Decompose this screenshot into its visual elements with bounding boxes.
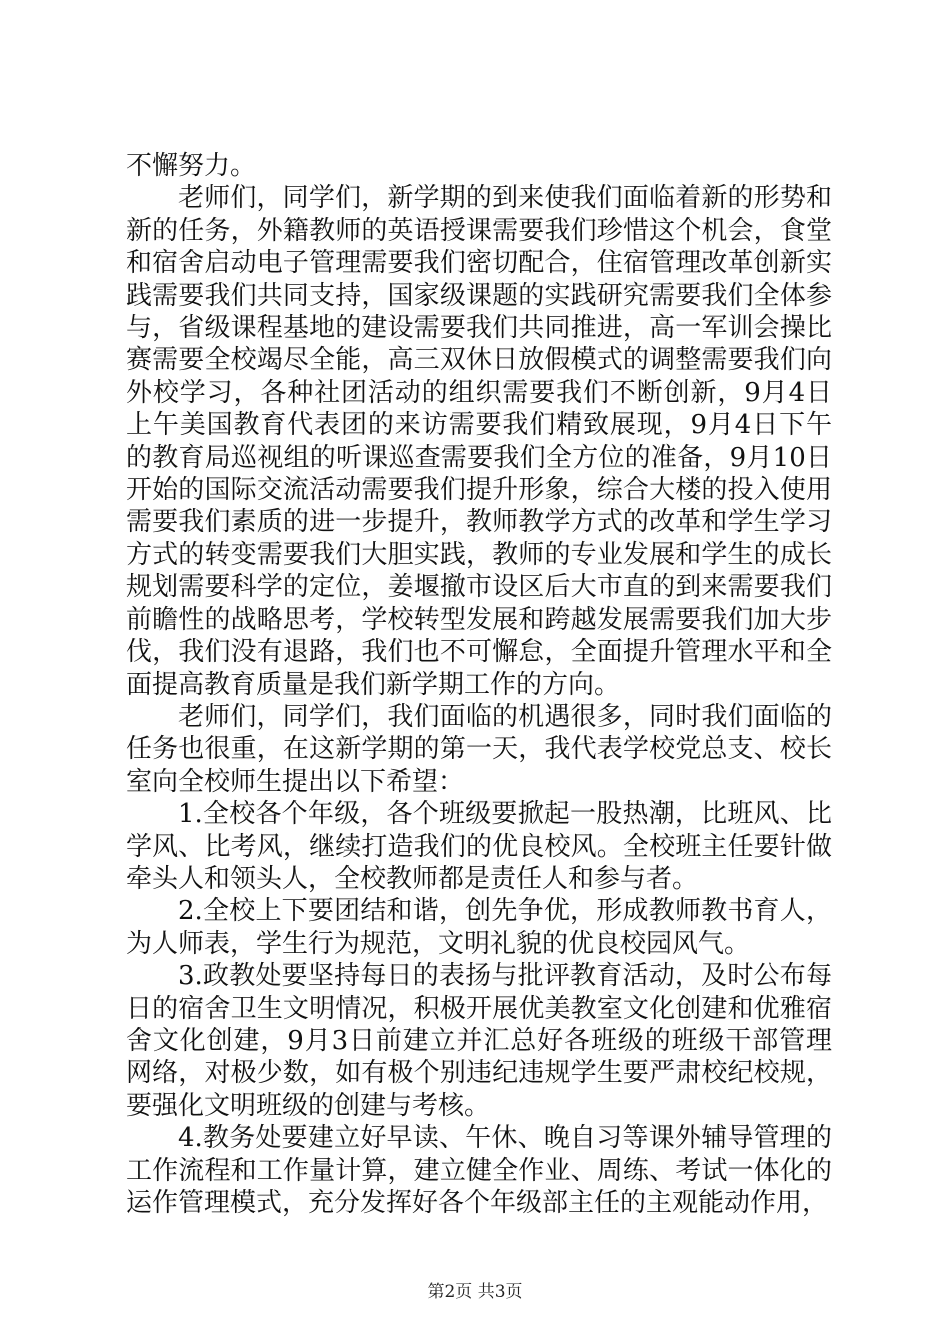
document-body: [126, 150, 832, 1219]
paragraph-continuation: 不懈努力。: [126, 151, 257, 181]
paragraph-new-semester-tasks: 老师们，同学们，新学期的到来使我们面临着新的形势和新的任务，外籍教师的英语授课需要我们珍惜这个机会，食堂和宿舍启动电子管理需要我们密切配合，住宿管理改革创新实践需要我们共同支持，国家级课题的实践研究需要我们全体参与，省级课程基地的建设需要我们共同推进，高一军训会操比赛需要全校竭尽全能，高三双休日放假模式的调整需要我们向外校学习，各种社团活动的组织需要我们不断创新，9月4日上午美国教育代表团的来访需要我们精致展现，9月4日下午的教育局巡视组的听课巡查需要我们全方位的准备，9月10日开始的国际交流活动需要我们提升形象，综合大楼的投入使用需要我们素质的进一步提升，教师教学方式的改革和学生学习方式的转变需要我们大胆实践，教师的专业发展和学生的成长规划需要科学的定位，姜堰撤市设区后大市直的到来需要我们前瞻性的战略思考，学校转型发展和跨越发展需要我们加大步伐，我们没有退路，我们也不可懈怠，全面提升管理水平和全面提高教育质量是我们新学期工作的方向。: [126, 183, 832, 700]
paragraph-hopes-intro: 老师们，同学们，我们面临的机遇很多，同时我们面临的任务也很重，在这新学期的第一天，我代表学校党总支、校长室向全校师生提出以下希望：: [126, 701, 832, 797]
paragraph-item-1: 1.全校各个年级，各个班级要掀起一股热潮，比班风、比学风、比考风，继续打造我们的优良校风。全校班主任要针做牵头人和领头人，全校教师都是责任人和参与者。: [126, 799, 832, 894]
paragraph-item-2: 2.全校上下要团结和谐，创先争优，形成教师教书育人，为人师表，学生行为规范，文明礼貌的优良校园风气。: [126, 896, 832, 959]
page-footer: [0, 1281, 950, 1303]
page-number-label: 第2页 共3页: [427, 1282, 523, 1302]
paragraph-item-3: 3.政教处要坚持每日的表扬与批评教育活动，及时公布每日的宿舍卫生文明情况，积极开展优美教室文化创建和优雅宿舍文化创建，9月3日前建立并汇总好各班级的班级干部管理网络，对极少数，如有极个别违纪违规学生要严肃校纪校规，要强化文明班级的创建与考核。: [126, 961, 832, 1121]
paragraph-item-4: 4.教务处要建立好早读、午休、晚自习等课外辅导管理的工作流程和工作量计算，建立健全作业、周练、考试一体化的运作管理模式，充分发挥好各个年级部主任的主观能动作用，: [126, 1123, 832, 1218]
